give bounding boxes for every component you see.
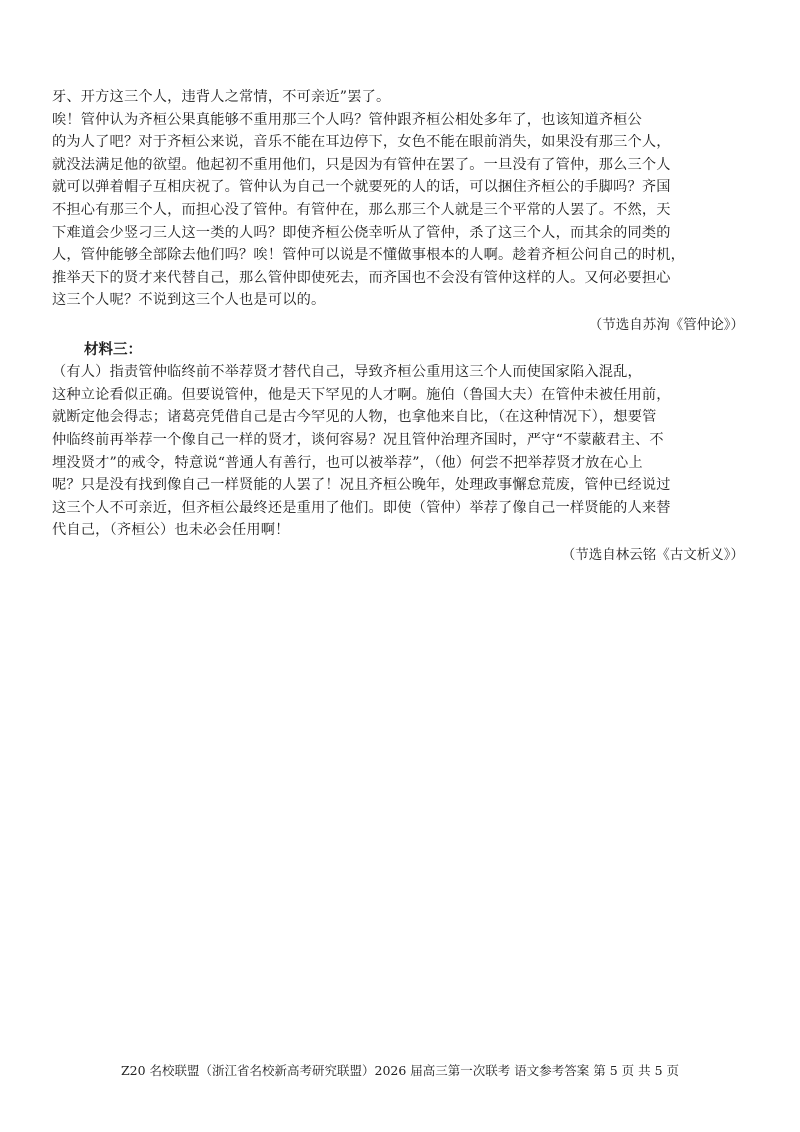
text-line: 这三个人呢？不说到这三个人也是可以的。 bbox=[52, 292, 326, 309]
material-3-heading: 材料三： bbox=[84, 341, 142, 358]
text-line: 这种立论看似正确。但要说管仲，他是天下罕见的人才啊。施伯（鲁国大夫）在管仲未被任用前， bbox=[52, 386, 671, 403]
source-citation-2: （节选自林云铭《古文析义》） bbox=[561, 546, 744, 563]
source-citation-1: （节选自苏洵《管仲论》） bbox=[588, 316, 744, 333]
text-line: 下难道会少竖刁三人这一类的人吗？即使齐桓公侥幸听从了管仲，杀了这三个人，而其余的同类的 bbox=[52, 224, 671, 241]
text-line: 推举天下的贤才来代替自己，那么管仲即使死去，而齐国也不会没有管仲这样的人。又何必要担心 bbox=[52, 269, 671, 286]
text-line: 就没法满足他的欲望。他起初不重用他们，只是因为有管仲在罢了。一旦没有了管仲，那么三个人 bbox=[52, 156, 671, 173]
text-line: 仲临终前再举荐一个像自己一样的贤才，谈何容易？况且管仲治理齐国时，严守“不蒙蔽君主、不 bbox=[52, 431, 664, 448]
text-line: 不担心有那三个人，而担心没了管仲。有管仲在，那么那三个人就是三个平常的人罢了。不然，天 bbox=[52, 201, 671, 218]
text-line: （有人）指责管仲临终前不举荐贤才替代自己，导致齐桓公重用这三个人而使国家陷入混乱， bbox=[52, 364, 642, 381]
text-line: 代自己，（齐桓公）也未必会任用啊！ bbox=[52, 522, 290, 539]
text-line: 呢？只是没有找到像自己一样贤能的人罢了！况且齐桓公晚年，处理政事懈怠荒废，管仲已经说过 bbox=[52, 477, 671, 494]
page-footer: Z20 名校联盟（浙江省名校新高考研究联盟）2026 届高三第一次联考 语文参考答案 第 5 页 共 5 页 bbox=[120, 1063, 680, 1078]
text-line: 牙、开方这三个人，违背人之常情，不可亲近”罢了。 bbox=[52, 89, 391, 105]
text-line: 就断定他会得志；诸葛亮凭借自己是古今罕见的人物，也拿他来自比，（在这种情况下），想要管 bbox=[52, 409, 657, 426]
text-line: 的为人了吧？对于齐桓公来说，音乐不能在耳边停下，女色不能在眼前消失，如果没有那三个人， bbox=[52, 134, 671, 151]
material-3-passage bbox=[52, 361, 752, 542]
text-line: 人，管仲能够全部除去他们吗？唉！管仲可以说是不懂做事根本的人啊。趁着齐桓公问自己的时机， bbox=[52, 247, 686, 264]
passage-continuation bbox=[52, 86, 752, 312]
text-line: 这三个人不可亲近，但齐桓公最终还是重用了他们。即使（管仲）举荐了像自己一样贤能的人来替 bbox=[52, 499, 671, 516]
text-line: 唉！管仲认为齐桓公果真能够不重用那三个人吗？管仲跟齐桓公相处多年了，也该知道齐桓公 bbox=[52, 111, 642, 128]
text-line: 就可以弹着帽子互相庆祝了。管仲认为自己一个就要死的人的话，可以捆住齐桓公的手脚吗？齐国 bbox=[52, 179, 671, 196]
document-body bbox=[52, 86, 752, 566]
text-line: 埋没贤才”的戒令，特意说“普通人有善行，也可以被举荐”，（他）何尝不把举荐贤才放在心上 bbox=[52, 454, 643, 471]
